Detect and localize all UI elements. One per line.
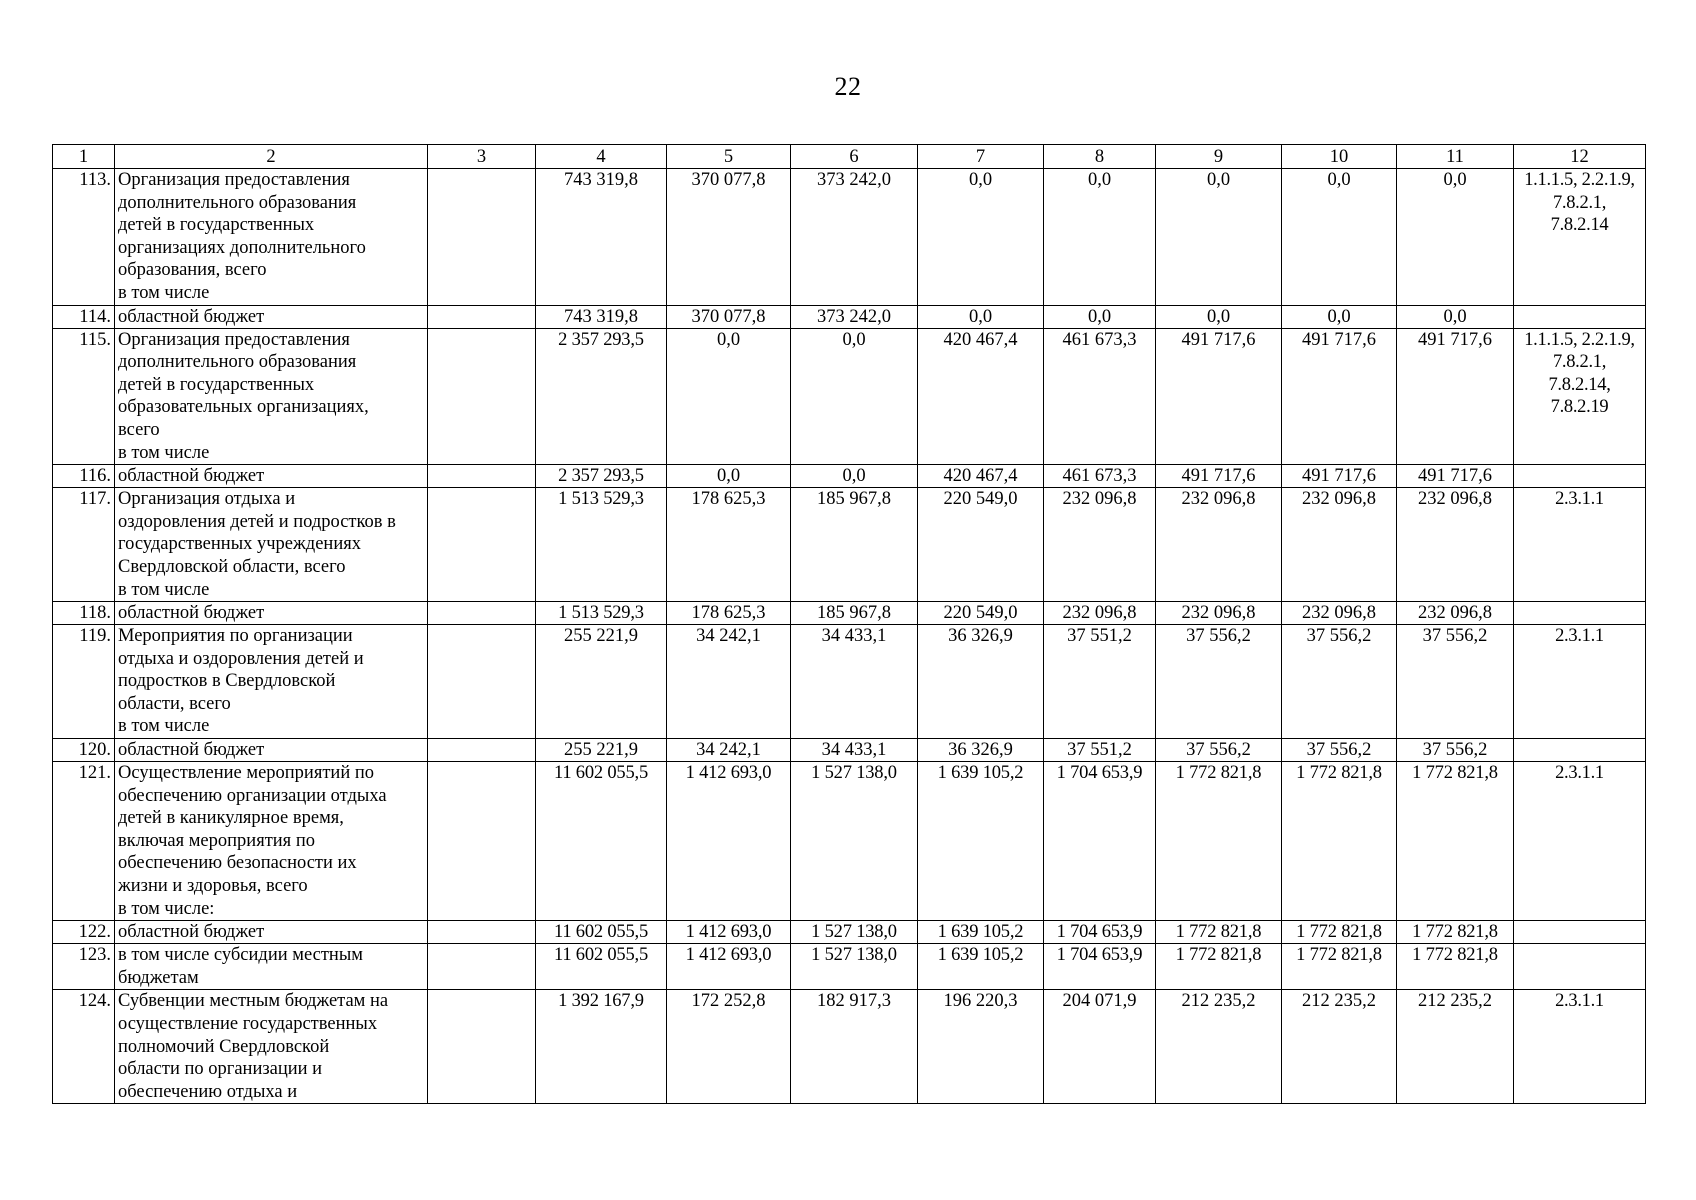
cell-line: жизни и здоровья, всего [118,876,308,897]
amount-col-9: 212 235,2 [1156,990,1282,1104]
amount-col-9: 0,0 [1156,169,1282,306]
amount-col-4: 11 602 055,5 [536,944,667,990]
target-indicators [1514,990,1646,1104]
amount-col-4: 11 602 055,5 [536,762,667,921]
amount-col-10: 0,0 [1282,169,1397,306]
amount-col-5: 1 412 693,0 [667,944,791,990]
cell-line: 7.8.2.1, [1552,352,1607,373]
amount-col-11: 37 556,2 [1397,739,1514,762]
cell-line: в том числе субсидии местным [118,945,363,966]
amount-col-5: 172 252,8 [667,990,791,1104]
cell-line: детей в каникулярное время, [118,808,344,829]
cell-line: осуществление государственных [118,1014,378,1034]
amount-col-8: 37 551,2 [1044,739,1156,762]
amount-col-10: 1 772 821,8 [1282,762,1397,921]
amount-col-6: 34 433,1 [791,625,918,739]
table-body [53,169,1646,1104]
amount-col-8: 232 096,8 [1044,488,1156,602]
cell-line: в том числе [118,442,210,463]
amount-col-10: 0,0 [1282,305,1397,328]
target-indicators [1514,739,1646,762]
amount-col-6: 0,0 [791,465,918,488]
row-name [115,739,428,762]
amount-col-9: 0,0 [1156,305,1282,328]
amount-col-10: 491 717,6 [1282,328,1397,465]
amount-col-5: 178 625,3 [667,488,791,602]
amount-col-11: 232 096,8 [1397,602,1514,625]
amount-col-11: 1 772 821,8 [1397,921,1514,944]
cell-line: образовательных организациях, [118,397,369,418]
cell-line: детей в государственных [118,215,315,236]
cell-line: Субвенции местным бюджетам на [118,991,389,1012]
cell-line: 2.3.1.1 [1555,489,1604,510]
target-indicators [1514,625,1646,739]
amount-col-8: 1 704 653,9 [1044,944,1156,990]
column-number-7: 7 [918,145,1044,169]
column-number-10: 10 [1282,145,1397,169]
amount-col-4: 1 513 529,3 [536,488,667,602]
amount-col-10: 232 096,8 [1282,488,1397,602]
cell-line: 2.3.1.1 [1555,763,1604,784]
target-indicators [1514,169,1646,306]
row-col3 [428,921,536,944]
cell-line: 7.8.2.1, [1552,192,1607,213]
target-indicators [1514,488,1646,602]
cell-line: дополнительного образования [118,352,357,373]
cell-line: областной бюджет [118,466,265,487]
row-col3 [428,305,536,328]
amount-col-10: 37 556,2 [1282,625,1397,739]
table-row [53,465,1646,488]
amount-col-8: 37 551,2 [1044,625,1156,739]
amount-col-8: 0,0 [1044,169,1156,306]
amount-col-11: 212 235,2 [1397,990,1514,1104]
target-indicators [1514,762,1646,921]
table-row [53,602,1646,625]
table-row [53,328,1646,465]
column-number-11: 11 [1397,145,1514,169]
amount-col-6: 185 967,8 [791,602,918,625]
target-indicators [1514,921,1646,944]
cell-line: бюджетам [118,967,199,988]
cell-line: включая мероприятия по [118,830,315,851]
cell-line: обеспечению безопасности их [118,853,357,874]
cell-line: организациях дополнительного [118,237,366,258]
cell-line: 7.8.2.14, [1548,374,1611,395]
amount-col-6: 373 242,0 [791,169,918,306]
column-number-5: 5 [667,145,791,169]
cell-line: обеспечению организации отдыха [118,785,387,806]
cell-line: 1.1.1.5, 2.2.1.9, [1524,329,1635,350]
amount-col-5: 1 412 693,0 [667,921,791,944]
amount-col-9: 1 772 821,8 [1156,921,1282,944]
amount-col-11: 1 772 821,8 [1397,762,1514,921]
row-name [115,762,428,921]
cell-line: 2.3.1.1 [1555,626,1604,647]
amount-col-10: 1 772 821,8 [1282,944,1397,990]
cell-line: области по организации и [118,1059,323,1080]
amount-col-9: 1 772 821,8 [1156,944,1282,990]
amount-col-11: 1 772 821,8 [1397,944,1514,990]
amount-col-4: 255 221,9 [536,739,667,762]
amount-col-4: 743 319,8 [536,169,667,306]
row-number: 123. [53,944,115,990]
row-number: 121. [53,762,115,921]
amount-col-8: 1 704 653,9 [1044,762,1156,921]
cell-line: обеспечению отдыха и [118,1081,298,1102]
amount-col-8: 232 096,8 [1044,602,1156,625]
column-number-2: 2 [115,145,428,169]
column-number-row [53,145,1646,169]
cell-line: Осуществление мероприятий по [118,763,375,784]
row-col3 [428,328,536,465]
cell-line: областной бюджет [118,603,265,624]
cell-line: оздоровления детей и подростков в [118,511,396,532]
row-col3 [428,762,536,921]
cell-line: Организация отдыха и [118,489,296,510]
row-name [115,625,428,739]
amount-col-6: 1 527 138,0 [791,921,918,944]
column-number-4: 4 [536,145,667,169]
row-number: 118. [53,602,115,625]
amount-col-8: 461 673,3 [1044,465,1156,488]
row-col3 [428,944,536,990]
cell-line: областной бюджет [118,922,265,943]
amount-col-4: 743 319,8 [536,305,667,328]
amount-col-7: 420 467,4 [918,465,1044,488]
cell-line: областной бюджет [118,306,265,327]
amount-col-9: 491 717,6 [1156,328,1282,465]
row-name [115,990,428,1104]
cell-line: образования, всего [118,260,267,281]
amount-col-8: 461 673,3 [1044,328,1156,465]
target-indicators [1514,944,1646,990]
cell-line: дополнительного образования [118,192,357,213]
target-indicators [1514,602,1646,625]
table-row [53,305,1646,328]
column-number-12: 12 [1514,145,1646,169]
row-name [115,921,428,944]
row-col3 [428,990,536,1104]
row-number: 114. [53,305,115,328]
amount-col-7: 36 326,9 [918,739,1044,762]
amount-col-9: 491 717,6 [1156,465,1282,488]
target-indicators [1514,465,1646,488]
amount-col-6: 1 527 138,0 [791,944,918,990]
amount-col-10: 37 556,2 [1282,739,1397,762]
cell-line: всего [118,419,160,440]
amount-col-6: 185 967,8 [791,488,918,602]
amount-col-6: 1 527 138,0 [791,762,918,921]
amount-col-8: 1 704 653,9 [1044,921,1156,944]
row-number: 119. [53,625,115,739]
amount-col-5: 0,0 [667,465,791,488]
cell-line: полномочий Свердловской [118,1036,330,1057]
amount-col-4: 11 602 055,5 [536,921,667,944]
column-number-3: 3 [428,145,536,169]
amount-col-5: 34 242,1 [667,625,791,739]
amount-col-8: 204 071,9 [1044,990,1156,1104]
amount-col-11: 37 556,2 [1397,625,1514,739]
amount-col-11: 491 717,6 [1397,465,1514,488]
cell-line: государственных учреждениях [118,534,361,555]
row-col3 [428,465,536,488]
cell-line: 2.3.1.1 [1555,991,1604,1012]
amount-col-5: 370 077,8 [667,169,791,306]
amount-col-11: 232 096,8 [1397,488,1514,602]
cell-line: Мероприятия по организации [118,626,353,647]
row-col3 [428,488,536,602]
amount-col-5: 34 242,1 [667,739,791,762]
amount-col-11: 491 717,6 [1397,328,1514,465]
amount-col-7: 1 639 105,2 [918,921,1044,944]
row-name [115,328,428,465]
cell-line: подростков в Свердловской [118,671,336,692]
amount-col-7: 196 220,3 [918,990,1044,1104]
amount-col-7: 0,0 [918,169,1044,306]
row-col3 [428,625,536,739]
amount-col-5: 0,0 [667,328,791,465]
amount-col-9: 1 772 821,8 [1156,762,1282,921]
amount-col-6: 0,0 [791,328,918,465]
column-number-1: 1 [53,145,115,169]
cell-line: отдыха и оздоровления детей и [118,648,364,669]
amount-col-10: 491 717,6 [1282,465,1397,488]
row-name [115,602,428,625]
amount-col-5: 370 077,8 [667,305,791,328]
cell-line: 7.8.2.14 [1550,215,1609,236]
table-row [53,762,1646,921]
amount-col-10: 1 772 821,8 [1282,921,1397,944]
amount-col-7: 1 639 105,2 [918,762,1044,921]
amount-col-5: 178 625,3 [667,602,791,625]
amount-col-6: 373 242,0 [791,305,918,328]
amount-col-9: 232 096,8 [1156,602,1282,625]
row-number: 124. [53,990,115,1104]
amount-col-10: 212 235,2 [1282,990,1397,1104]
column-number-8: 8 [1044,145,1156,169]
amount-col-9: 37 556,2 [1156,625,1282,739]
cell-line: 1.1.1.5, 2.2.1.9, [1524,170,1635,190]
table-row [53,169,1646,306]
cell-line: в том числе [118,716,210,737]
amount-col-7: 220 549,0 [918,602,1044,625]
amount-col-5: 1 412 693,0 [667,762,791,921]
table-row [53,990,1646,1104]
amount-col-7: 1 639 105,2 [918,944,1044,990]
target-indicators [1514,305,1646,328]
row-col3 [428,739,536,762]
cell-line: 7.8.2.19 [1550,397,1609,418]
amount-col-4: 2 357 293,5 [536,328,667,465]
amount-col-9: 232 096,8 [1156,488,1282,602]
amount-col-4: 1 392 167,9 [536,990,667,1104]
amount-col-4: 1 513 529,3 [536,602,667,625]
column-number-6: 6 [791,145,918,169]
amount-col-4: 2 357 293,5 [536,465,667,488]
row-number: 113. [53,169,115,306]
cell-line: Организация предоставления [118,329,350,350]
cell-line: области, всего [118,693,231,714]
row-name [115,944,428,990]
row-number: 116. [53,465,115,488]
table-row [53,921,1646,944]
amount-col-11: 0,0 [1397,305,1514,328]
cell-line: в том числе: [118,898,215,919]
budget-table [52,144,1646,1104]
cell-line: в том числе [118,282,210,303]
table-row [53,488,1646,602]
amount-col-4: 255 221,9 [536,625,667,739]
amount-col-6: 182 917,3 [791,990,918,1104]
amount-col-6: 34 433,1 [791,739,918,762]
page-number: 22 [834,72,862,101]
row-name [115,169,428,306]
row-number: 122. [53,921,115,944]
row-number: 115. [53,328,115,465]
amount-col-10: 232 096,8 [1282,602,1397,625]
target-indicators [1514,328,1646,465]
table-row [53,944,1646,990]
cell-line: в том числе [118,579,210,600]
table-row [53,739,1646,762]
row-col3 [428,602,536,625]
amount-col-11: 0,0 [1397,169,1514,306]
row-name [115,488,428,602]
row-number: 120. [53,739,115,762]
amount-col-7: 0,0 [918,305,1044,328]
row-name [115,465,428,488]
cell-line: детей в государственных [118,374,315,395]
row-number: 117. [53,488,115,602]
row-col3 [428,169,536,306]
row-name [115,305,428,328]
amount-col-7: 420 467,4 [918,328,1044,465]
amount-col-8: 0,0 [1044,305,1156,328]
cell-line: Организация предоставления [118,170,350,190]
amount-col-9: 37 556,2 [1156,739,1282,762]
cell-line: Свердловской области, всего [118,556,346,577]
column-number-9: 9 [1156,145,1282,169]
cell-line: областной бюджет [118,740,265,761]
amount-col-7: 36 326,9 [918,625,1044,739]
table-row [53,625,1646,739]
amount-col-7: 220 549,0 [918,488,1044,602]
